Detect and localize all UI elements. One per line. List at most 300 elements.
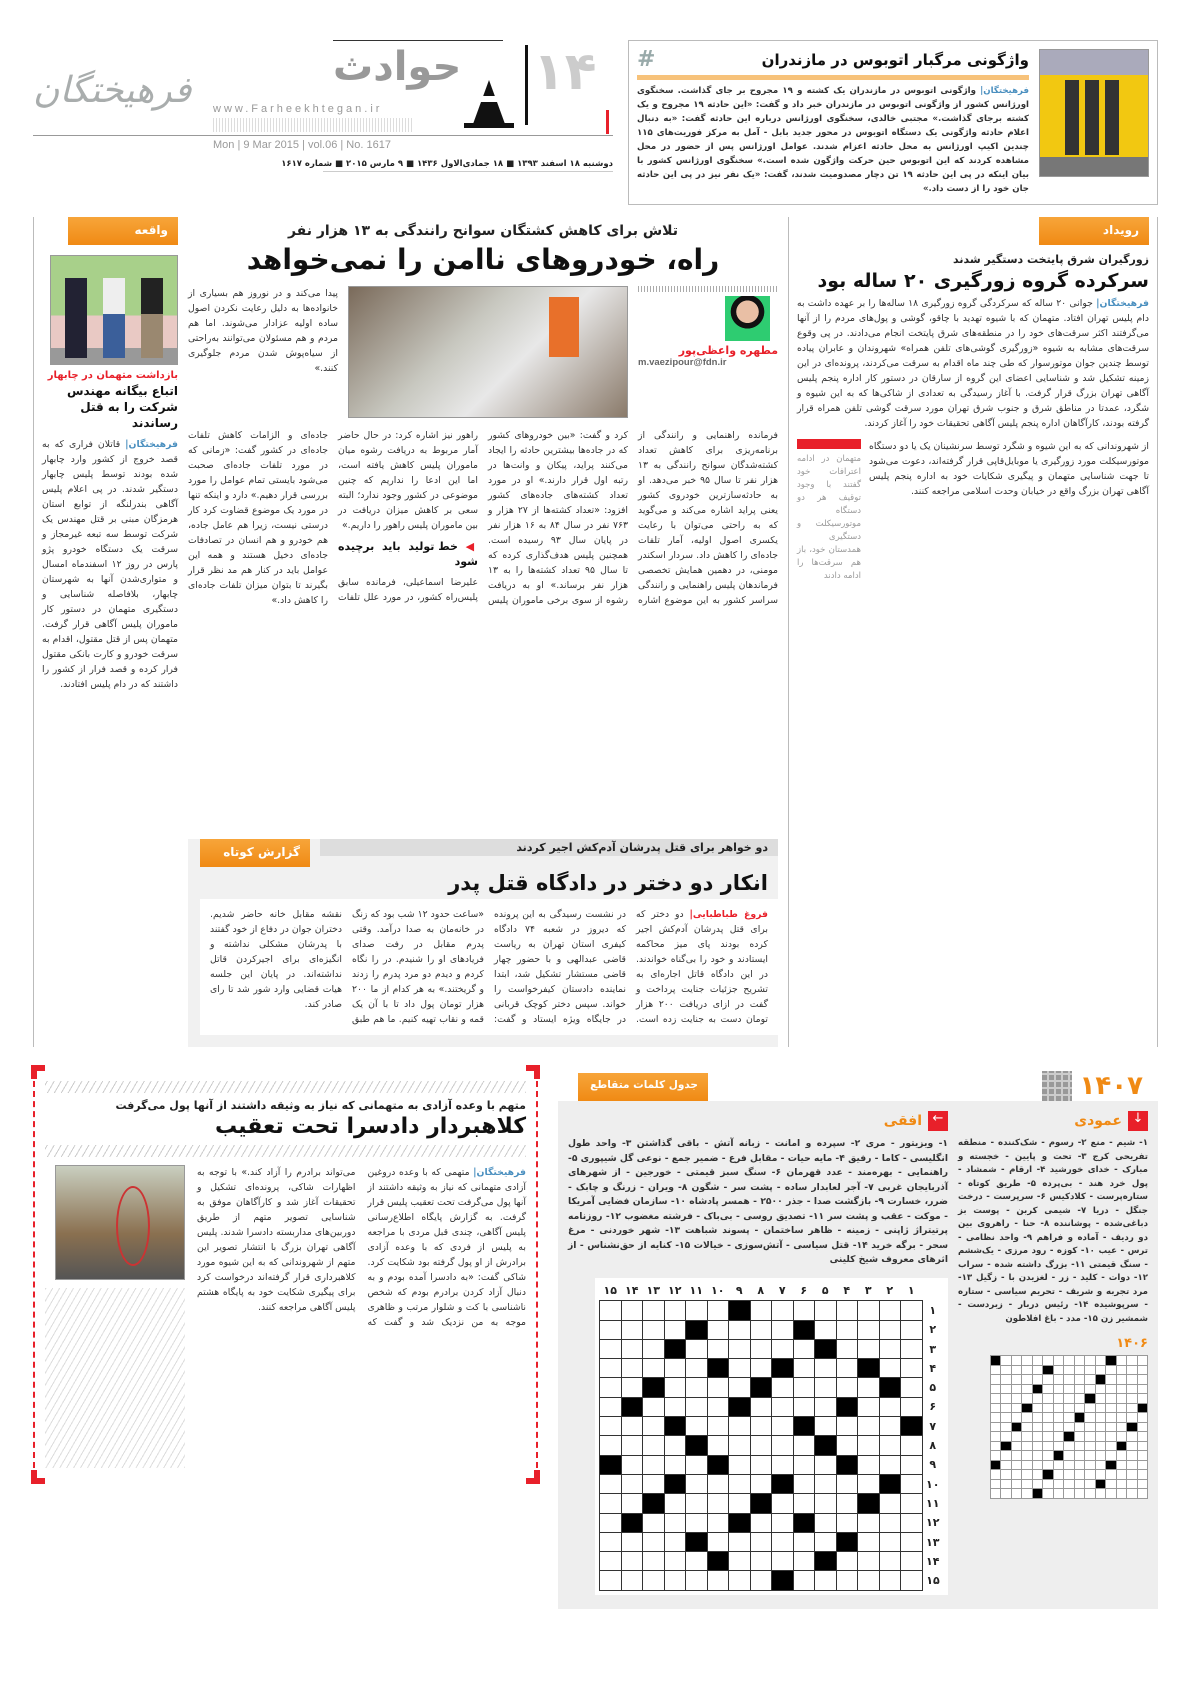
mini-cell	[1022, 1422, 1033, 1432]
grid-cell[interactable]	[772, 1301, 794, 1320]
grid-cell[interactable]	[729, 1532, 751, 1551]
bottom-ending: پلیس آگاهی تهران بزرگ با انتشار تصویر این متهم از شهروندانی که به این شیوه مورد کلاهبرداری قرار گرفته‌اند درخواست کرد برای پیگیری شکایت خود به پایگاه هشتم پلیس آگاهی مراجعه کنند.	[197, 1227, 356, 1313]
grid-cell[interactable]	[879, 1436, 901, 1455]
grid-cell[interactable]	[600, 1378, 622, 1397]
down-clues: ۱- شیم - منع ۲- رسوم - شک‌کننده - منطقه تفریحی کرج ۳- تحت و پایین - خجسته و مبارک - خدای خورشید ۴- ارقام - شمشاد - پول خرد هند - بی‌پرده ۵- طریق کوتاه - ستاره‌پرست - کلادکیس ۶- سرپرست - درخت جنگل - دریا ۷- شیمی کربن - پوست بز دباغی‌شده - پوشاننده ۸- حنا - راهروی بین دو ردیف - آماده و فراهم ۹- واحد نظامی - ترس - عیب ۱۰- کوزه - رود مرزی - یک‌ششم - سنگ قیمتی ۱۱- بزرگ داشته شده - سراب ۱۲- دوات - کلید - زر - لغزیدن با - زگیل ۱۳- مرد تجربه و شریف - تحریم سیاسی - ستاره - سرپوشیده ۱۴- رئیس دربار - زبردست - شمشیر زن ۱۵- مدد - باغ افلاطون	[958, 1138, 1148, 1324]
mini-cell	[1137, 1470, 1148, 1480]
grid-cell[interactable]	[750, 1455, 772, 1474]
grid-cell[interactable]	[858, 1532, 880, 1551]
grid-cell[interactable]	[600, 1417, 622, 1436]
grid-row	[990, 1384, 1148, 1394]
logo[interactable]: فرهیختگان	[33, 70, 192, 111]
grid-cell[interactable]	[901, 1571, 923, 1590]
grid-cell[interactable]	[643, 1532, 665, 1551]
top-headline: واژگونی مرگبار اتوبوس در مازندران	[761, 51, 1029, 69]
black-cell	[686, 1532, 708, 1551]
right-ending: از شهروندانی که به این شیوه و شگرد توسط سرنشینان یک یا دو دستگاه موتورسیکلت مورد زورگیری یا موبایل‌قاپی قرار گرفته‌اند، دعوت می‌شود تا جهت شناسایی متهمان و پیگیری شکایات خود به اداره پنجم پلیس آگاهی تهران بزرگ واقع در خیابان وحدت اسلامی مراجعه کنند.	[869, 441, 1149, 497]
grid-cell[interactable]	[621, 1378, 643, 1397]
grid-cell[interactable]	[879, 1301, 901, 1320]
grid-cell[interactable]	[664, 1513, 686, 1532]
column-number: ۱۳	[646, 1284, 660, 1298]
grid-cell[interactable]	[729, 1339, 751, 1358]
court-story	[188, 839, 778, 1047]
grid-cell[interactable]	[643, 1320, 665, 1339]
grid-cell[interactable]	[686, 1378, 708, 1397]
mini-cell	[1085, 1356, 1096, 1366]
grid-cell[interactable]	[772, 1378, 794, 1397]
mini-cell	[1074, 1356, 1085, 1366]
grid-cell[interactable]	[600, 1494, 622, 1513]
grid-cell[interactable]	[686, 1417, 708, 1436]
mini-cell	[1137, 1432, 1148, 1442]
tab-short-report: گزارش کوتاه	[200, 839, 310, 867]
grid-cell[interactable]	[621, 1532, 643, 1551]
grid-cell[interactable]	[664, 1532, 686, 1551]
grid-cell[interactable]	[621, 1417, 643, 1436]
grid-cell[interactable]	[686, 1359, 708, 1378]
grid-cell[interactable]	[707, 1474, 729, 1493]
grid-cell[interactable]	[686, 1339, 708, 1358]
mini-cell	[1053, 1441, 1064, 1451]
mini-cell	[1001, 1470, 1012, 1480]
grid-cell[interactable]	[836, 1513, 858, 1532]
mini-cell	[1043, 1356, 1054, 1366]
mini-cell	[1127, 1479, 1138, 1489]
mini-cell	[1085, 1375, 1096, 1385]
grid-cell[interactable]	[836, 1359, 858, 1378]
grid-cell[interactable]	[772, 1513, 794, 1532]
grid-cell[interactable]	[750, 1513, 772, 1532]
mini-cell	[1043, 1451, 1054, 1461]
grid-row	[600, 1436, 944, 1455]
grid-cell[interactable]	[815, 1301, 837, 1320]
mini-cell	[1064, 1460, 1075, 1470]
grid-cell[interactable]	[772, 1455, 794, 1474]
grid-cell[interactable]	[815, 1320, 837, 1339]
grid-cell[interactable]	[729, 1320, 751, 1339]
mini-cell	[1064, 1451, 1075, 1461]
grid-cell[interactable]	[858, 1301, 880, 1320]
grid-cell[interactable]	[729, 1455, 751, 1474]
grid-cell[interactable]	[858, 1417, 880, 1436]
grid-cell[interactable]	[901, 1301, 923, 1320]
grid-cell[interactable]	[621, 1339, 643, 1358]
grid-row	[990, 1356, 1148, 1366]
grid-cell[interactable]	[750, 1436, 772, 1455]
left-kicker: بازداشت متهمان در چابهار	[47, 370, 178, 381]
grid-cell[interactable]	[858, 1378, 880, 1397]
grid-cell[interactable]	[836, 1301, 858, 1320]
grid-cell[interactable]	[815, 1397, 837, 1416]
orange-bar	[637, 75, 1029, 80]
left-headline: اتباع بیگانه مهندس شرکت را به قتل رساندند	[67, 384, 178, 430]
grid-cell[interactable]	[879, 1417, 901, 1436]
grid-cell[interactable]	[879, 1320, 901, 1339]
grid-cell[interactable]	[664, 1359, 686, 1378]
grid-cell[interactable]	[901, 1320, 923, 1339]
grid-cell[interactable]	[836, 1571, 858, 1590]
grid-cell[interactable]	[793, 1571, 815, 1590]
grid-cell[interactable]	[643, 1339, 665, 1358]
grid-cell[interactable]	[772, 1436, 794, 1455]
grid-cell[interactable]	[750, 1301, 772, 1320]
grid-cell[interactable]	[686, 1494, 708, 1513]
grid-cell[interactable]	[686, 1455, 708, 1474]
grid-cell[interactable]	[793, 1474, 815, 1493]
grid-cell[interactable]	[901, 1378, 923, 1397]
mini-cell	[1001, 1365, 1012, 1375]
grid-cell[interactable]	[664, 1571, 686, 1590]
row-number: ۱۴	[926, 1554, 940, 1568]
mini-cell	[1043, 1470, 1054, 1480]
grid-cell[interactable]	[858, 1397, 880, 1416]
main-columns	[188, 428, 778, 608]
mini-cell	[1085, 1432, 1096, 1442]
grid-cell[interactable]	[643, 1513, 665, 1532]
grid-cell[interactable]	[815, 1474, 837, 1493]
mini-cell	[1106, 1451, 1117, 1461]
grid-cell[interactable]	[879, 1532, 901, 1551]
black-cell	[772, 1474, 794, 1493]
column-number: ۱۵	[603, 1284, 617, 1298]
mini-cell	[1053, 1394, 1064, 1404]
grid-cell[interactable]	[793, 1378, 815, 1397]
grid-cell[interactable]	[664, 1320, 686, 1339]
grid-cell[interactable]	[664, 1455, 686, 1474]
grid-cell[interactable]	[686, 1397, 708, 1416]
mini-cell	[1001, 1422, 1012, 1432]
grid-cell[interactable]	[621, 1494, 643, 1513]
mini-cell	[1053, 1489, 1064, 1499]
mini-cell	[1064, 1422, 1075, 1432]
grid-cell[interactable]	[664, 1397, 686, 1416]
left-body-text: قاتلان فراری که به قصد خروج از کشور وارد چابهار شده بودند توسط پلیس چابهار دستگیر شدند. در پی اعلام پلیس آگاهی بندرلنگه از توابع استان هرمزگان مبنی بر قتل مهندس یک شرکت توسط سه تبعه غیرمجاز و سرقت یک دستگاه خودرو پژو پارس در روز ۱۲ اسفندماه امسال و متواری‌شدن آنها به شهرستان چابهار، بلافاصله شناسایی و دستگیری متهمان در دستور کار ماموران پلیس آگاهی قرار گرفت.	[42, 439, 178, 630]
mini-cell	[1043, 1375, 1054, 1385]
grid-cell[interactable]	[729, 1417, 751, 1436]
grid-cell[interactable]	[621, 1571, 643, 1590]
mini-cell	[1095, 1470, 1106, 1480]
grid-cell[interactable]	[643, 1301, 665, 1320]
grid-cell[interactable]	[836, 1474, 858, 1493]
grid-cell[interactable]	[643, 1474, 665, 1493]
mini-cell	[1106, 1365, 1117, 1375]
grid-cell[interactable]	[901, 1513, 923, 1532]
crossword-grid[interactable]	[599, 1282, 944, 1591]
black-cell	[836, 1532, 858, 1551]
grid-cell[interactable]	[643, 1436, 665, 1455]
grid-cell[interactable]	[600, 1320, 622, 1339]
grid-cell[interactable]	[707, 1397, 729, 1416]
mini-cell	[1106, 1489, 1117, 1499]
grid-cell[interactable]	[600, 1552, 622, 1571]
grid-cell[interactable]	[836, 1417, 858, 1436]
grid-cell[interactable]	[836, 1339, 858, 1358]
grid-cell[interactable]	[858, 1436, 880, 1455]
grid-cell[interactable]	[643, 1397, 665, 1416]
grid-cell[interactable]	[664, 1301, 686, 1320]
mini-cell	[1116, 1365, 1127, 1375]
grid-cell[interactable]	[686, 1513, 708, 1532]
row-number: ۱	[929, 1303, 937, 1317]
mini-cell	[1074, 1460, 1085, 1470]
grid-cell[interactable]	[836, 1552, 858, 1571]
grid-cell[interactable]	[707, 1320, 729, 1339]
grid-cell[interactable]	[793, 1436, 815, 1455]
website[interactable]: www.Farheekhtegan.ir	[213, 103, 383, 115]
grid-cell[interactable]	[750, 1571, 772, 1590]
grid-cell[interactable]	[707, 1532, 729, 1551]
grid-cell[interactable]	[836, 1378, 858, 1397]
grid-cell[interactable]	[621, 1436, 643, 1455]
grid-cell[interactable]	[772, 1320, 794, 1339]
mini-cell	[1032, 1479, 1043, 1489]
top-body-text: واژگونی اتوبوس در مازندران یک کشته و ۱۹ مجروح بر جای گذاشت. سخنگوی اورژانس کشور از واژگونی اتوبوس در مازندران خبر داد و گفت: «این حادثه ۱۹ مجروح و یک کشته برجای گذاشت.» مجتبی خالدی، سخنگوی اورژانس درباره این حادثه گفت: «به دنبال اعلام حادثه واژگونی یک دستگاه اتوبوس در محور جدید بابل - آمل به مرکز فوریت‌های ۱۱۵ چندین اکیپ اورژانس به محل حادثه اعزام شدند. عوامل اورژانس پس از حضور در محل مشاهده کردند که این اتوبوس حین حرکت واژگون شده است.» سخنگوی اورژانس کشور با بیان اینکه در پی این حادثه ۱۹ تن دچار مصدومیت شدند، گفت: «یک نفر نیز در پی این حادثه جان خود را از دست داد.»	[637, 86, 1029, 194]
grid-cell[interactable]	[600, 1513, 622, 1532]
tab-rooydad: رویداد	[1039, 217, 1149, 245]
grid-cell[interactable]	[858, 1552, 880, 1571]
row-number: ۱۰	[926, 1477, 940, 1491]
grid-cell[interactable]	[858, 1339, 880, 1358]
grid-cell[interactable]	[901, 1397, 923, 1416]
mini-cell	[1116, 1356, 1127, 1366]
grid-cell[interactable]	[793, 1359, 815, 1378]
grid-cell[interactable]	[793, 1552, 815, 1571]
grid-cell[interactable]	[750, 1339, 772, 1358]
grid-cell[interactable]	[901, 1552, 923, 1571]
mini-cell	[990, 1384, 1001, 1394]
cctv-photo[interactable]	[55, 1165, 185, 1280]
grid-cell[interactable]	[707, 1378, 729, 1397]
mini-cell	[1043, 1365, 1054, 1375]
grid-cell[interactable]	[729, 1359, 751, 1378]
pullquote: متهمان در ادامه اعترافات خود گفتند با وجود توقیف هر دو دستگاه موتورسیکلت و دستگیری همدستان خود، باز هم سرقت‌ها را ادامه دادند	[797, 454, 861, 581]
grid-cell[interactable]	[793, 1455, 815, 1474]
grid-cell[interactable]	[793, 1494, 815, 1513]
grid-cell[interactable]	[729, 1474, 751, 1493]
grid-cell[interactable]	[750, 1417, 772, 1436]
column-number: ۵	[821, 1284, 829, 1298]
grid-cell[interactable]	[858, 1455, 880, 1474]
grid-cell[interactable]	[729, 1571, 751, 1590]
mini-cell	[1032, 1384, 1043, 1394]
section-title: حوادث	[333, 44, 462, 90]
masthead	[33, 40, 613, 180]
grid-cell[interactable]	[707, 1301, 729, 1320]
grid-cell[interactable]	[686, 1474, 708, 1493]
grid-cell[interactable]	[600, 1359, 622, 1378]
grid-cell[interactable]	[836, 1320, 858, 1339]
grid-cell[interactable]	[879, 1339, 901, 1358]
grid-cell[interactable]	[815, 1417, 837, 1436]
grid-cell[interactable]	[772, 1417, 794, 1436]
grid-cell[interactable]	[793, 1397, 815, 1416]
grid-cell[interactable]	[793, 1532, 815, 1551]
grid-cell[interactable]	[772, 1552, 794, 1571]
grid-cell[interactable]	[901, 1474, 923, 1493]
grid-cell[interactable]	[901, 1436, 923, 1455]
grid-cell[interactable]	[858, 1474, 880, 1493]
grid-cell[interactable]	[901, 1532, 923, 1551]
grid-cell[interactable]	[707, 1513, 729, 1532]
down-side	[958, 1111, 1148, 1599]
grid-cell[interactable]	[836, 1436, 858, 1455]
grid-cell[interactable]	[815, 1532, 837, 1551]
grid-cell[interactable]	[901, 1494, 923, 1513]
grid-cell[interactable]	[643, 1359, 665, 1378]
mini-cell	[1095, 1384, 1106, 1394]
grid-cell[interactable]	[707, 1417, 729, 1436]
black-cell	[750, 1378, 772, 1397]
grid-cell[interactable]	[621, 1359, 643, 1378]
mini-cell	[1043, 1394, 1054, 1404]
grid-cell[interactable]	[686, 1552, 708, 1571]
grid-cell[interactable]	[707, 1436, 729, 1455]
mini-cell	[1043, 1432, 1054, 1442]
grid-cell[interactable]	[750, 1320, 772, 1339]
mini-cell	[1043, 1413, 1054, 1423]
grid-cell[interactable]	[750, 1359, 772, 1378]
grid-cell[interactable]	[621, 1301, 643, 1320]
section-divider	[525, 45, 528, 125]
grid-cell[interactable]	[750, 1552, 772, 1571]
grid-cell[interactable]	[858, 1571, 880, 1590]
grid-cell[interactable]	[815, 1571, 837, 1590]
right-kicker: زورگیران شرق پایتخت دستگیر شدند	[953, 253, 1149, 266]
column-number: ۱	[907, 1284, 915, 1298]
grid-cell[interactable]	[600, 1301, 622, 1320]
author-email[interactable]: m.vaezipour@fdn.ir	[638, 357, 727, 368]
grid-cell[interactable]	[879, 1571, 901, 1590]
grid-cell[interactable]	[772, 1397, 794, 1416]
grid-cell[interactable]	[750, 1474, 772, 1493]
mini-cell	[1043, 1403, 1054, 1413]
grid-cell[interactable]	[686, 1571, 708, 1590]
grid-cell[interactable]	[901, 1359, 923, 1378]
grid-cell[interactable]	[879, 1359, 901, 1378]
grid-cell[interactable]	[621, 1552, 643, 1571]
left-body	[42, 437, 178, 692]
black-cell	[686, 1320, 708, 1339]
grid-cell[interactable]	[621, 1455, 643, 1474]
grid-cell[interactable]	[729, 1436, 751, 1455]
mini-cell	[1001, 1413, 1012, 1423]
mini-cell	[1095, 1451, 1106, 1461]
grid-cell[interactable]	[664, 1552, 686, 1571]
mini-cell	[1085, 1489, 1096, 1499]
mini-cell	[1127, 1356, 1138, 1366]
grid-cell[interactable]	[729, 1552, 751, 1571]
subhead	[338, 539, 478, 569]
grid-cell[interactable]	[879, 1513, 901, 1532]
grid-cell[interactable]	[815, 1494, 837, 1513]
grid-cell[interactable]	[707, 1571, 729, 1590]
mini-cell	[1095, 1460, 1106, 1470]
grid-cell[interactable]	[643, 1571, 665, 1590]
hash-icon: #	[637, 47, 656, 72]
black-cell	[793, 1513, 815, 1532]
grid-cell[interactable]	[600, 1339, 622, 1358]
mini-cell	[1106, 1394, 1117, 1404]
grid-cell[interactable]	[772, 1494, 794, 1513]
grid-cell[interactable]	[879, 1455, 901, 1474]
column-number: ۹	[735, 1284, 743, 1298]
grid-cell[interactable]	[729, 1378, 751, 1397]
mini-cell	[1085, 1460, 1096, 1470]
grid-cell[interactable]	[858, 1320, 880, 1339]
grid-cell[interactable]	[686, 1301, 708, 1320]
row-number: ۸	[929, 1439, 937, 1453]
bus-photo[interactable]	[1039, 49, 1149, 177]
grid-cell[interactable]	[750, 1397, 772, 1416]
grid-cell[interactable]	[772, 1339, 794, 1358]
grid-cell[interactable]	[815, 1455, 837, 1474]
mini-cell	[1032, 1470, 1043, 1480]
down-label: عمودی	[1074, 1113, 1122, 1129]
tab-crossword: جدول کلمات متقاطع	[578, 1073, 708, 1101]
grid-cell[interactable]	[600, 1571, 622, 1590]
grid-cell[interactable]	[836, 1494, 858, 1513]
mini-cell	[1032, 1489, 1043, 1499]
column-number: ۱۴	[625, 1284, 639, 1298]
mini-cell	[1085, 1365, 1096, 1375]
mini-cell	[1106, 1441, 1117, 1451]
grid-cell[interactable]	[621, 1320, 643, 1339]
grid-cell[interactable]	[879, 1494, 901, 1513]
grid-cell[interactable]	[815, 1378, 837, 1397]
grid-cell[interactable]	[901, 1339, 923, 1358]
grid-row	[600, 1417, 944, 1436]
corner-mark	[31, 1065, 45, 1079]
grid-cell[interactable]	[664, 1436, 686, 1455]
grid-cell[interactable]	[643, 1552, 665, 1571]
grid-cell[interactable]	[879, 1397, 901, 1416]
grid-cell[interactable]	[772, 1532, 794, 1551]
mini-cell	[1022, 1441, 1033, 1451]
mini-cell	[1137, 1441, 1148, 1451]
grid-cell[interactable]	[600, 1397, 622, 1416]
grid-cell[interactable]	[621, 1474, 643, 1493]
mini-cell	[1074, 1384, 1085, 1394]
grid-cell[interactable]	[815, 1513, 837, 1532]
grid-cell[interactable]	[643, 1455, 665, 1474]
grid-cell[interactable]	[664, 1494, 686, 1513]
grid-cell[interactable]	[879, 1552, 901, 1571]
grid-cell[interactable]	[600, 1474, 622, 1493]
main-col3-text: دارد و اینکه تنها در مورد یک موضوع قضاوت کرد کار درستی نیست، زیرا هم عامل جاده، هم خودرو و هم انسان در تصادفات جاده‌ای دخیل هستند و همه این عوامل باید در کنار هم مد نظر قرار بگیرند تا بتوان میزان تلفات جاده‌ای را کاهش داد.»	[188, 490, 328, 606]
suspects-photo[interactable]	[50, 255, 178, 365]
grid-cell[interactable]	[707, 1494, 729, 1513]
grid-cell[interactable]	[600, 1436, 622, 1455]
grid-cell[interactable]	[858, 1513, 880, 1532]
mini-cell	[1022, 1479, 1033, 1489]
grid-cell[interactable]	[600, 1532, 622, 1551]
grid-cell[interactable]	[707, 1339, 729, 1358]
grid-cell[interactable]	[643, 1417, 665, 1436]
grid-cell[interactable]	[750, 1532, 772, 1551]
crash-photo[interactable]	[348, 286, 628, 418]
column-number: ۲	[886, 1284, 894, 1298]
mini-cell	[1001, 1394, 1012, 1404]
grid-cell[interactable]	[793, 1339, 815, 1358]
grid-cell[interactable]	[815, 1359, 837, 1378]
mini-cell	[1106, 1432, 1117, 1442]
grid-cell[interactable]	[793, 1301, 815, 1320]
grid-cell[interactable]	[664, 1378, 686, 1397]
grid-cell[interactable]	[901, 1455, 923, 1474]
grid-cell[interactable]	[729, 1494, 751, 1513]
mini-cell	[1001, 1451, 1012, 1461]
mini-cell	[1032, 1441, 1043, 1451]
